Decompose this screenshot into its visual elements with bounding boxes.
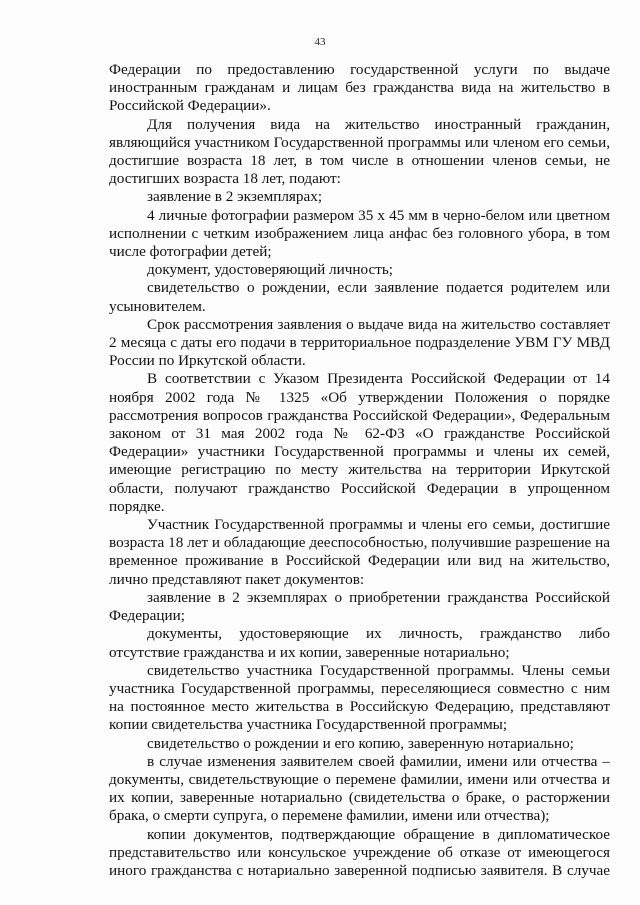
list-item: документ, удостоверяющий личность; <box>147 261 394 279</box>
list-item: 4 личные фотографии размером 35 х 45 мм в черно-белом или цветном исполнении с четким изображением лица анфас без головного убора, в том числе фотографии детей; <box>109 206 610 261</box>
paragraph: Срок рассмотрения заявления о выдаче вида на жительство составляет 2 месяца с даты его подачи в территориальное подразделение УВМ ГУ МВД России по Иркутской области. <box>109 315 610 370</box>
list-item: свидетельство участника Государственной программы. Члены семьи участника Государственной программы, переселяющиеся совместно с ним на постоянное место жительства в Российскую Федерацию, представляют копии свидетельства участника Государственной программы; <box>109 661 610 734</box>
list-item: заявление в 2 экземплярах о приобретении гражданства Российской Федерации; <box>109 588 610 625</box>
list-item: документы, удостоверяющие их личность, гражданство либо отсутствие гражданства и их копии, заверенные нотариально; <box>109 625 610 661</box>
page-number: 43 <box>314 36 326 48</box>
list-item: копии документов, подтверждающие обращение в дипломатическое представительство или консульское учреждение об отказе от имеющегося иного гражданства с нотариально заверенной подписью заявителя. В случае <box>109 825 610 879</box>
paragraph: Для получения вида на жительство иностранный гражданин, являющийся участником Государственной программы или членом его семьи, достигшие возраста 18 лет, в том числе в отношении членов семьи, не достигших возраста 18 лет, подают: <box>109 115 610 188</box>
paragraph: В соответствии с Указом Президента Российской Федерации от 14 ноября 2002 года № 1325 «Об утверждении Положения о порядке рассмотрения вопросов гражданства Российской Федерации», Федеральным законом от 31 мая 2002 года № 62-ФЗ «О гражданстве Российской Федерации» участники Государственной программы и члены их семей, имеющие регистрацию по месту жительства на территории Иркутской области, получают гражданство Российской Федерации в упрощенном порядке. <box>109 370 610 515</box>
list-item: в случае изменения заявителем своей фамилии, имени или отчества – документы, свидетельствующие о перемене фамилии, имени или отчества и их копии, заверенные нотариально (свидетельства о браке, о расторжении брака, о смерти супруга, о перемене фамилии, имени или отчества); <box>109 752 610 825</box>
paragraph: Участник Государственной программы и члены его семьи, достигшие возраста 18 лет и обладающие дееспособностью, получившие разрешение на временное проживание в Российской Федерации или вид на жительство, лично представляют пакет документов: <box>109 516 610 588</box>
document-body <box>109 61 610 880</box>
paragraph: Федерации по предоставлению государственной услуги по выдаче иностранным гражданам и лицам без гражданства вида на жительство в Российской Федерации». <box>109 61 610 115</box>
list-item: свидетельство о рождении, если заявление подается родителем или усыновителем. <box>109 279 610 315</box>
list-item: свидетельство о рождении и его копию, заверенную нотариально; <box>147 734 574 752</box>
list-item: заявление в 2 экземплярах; <box>147 188 323 206</box>
